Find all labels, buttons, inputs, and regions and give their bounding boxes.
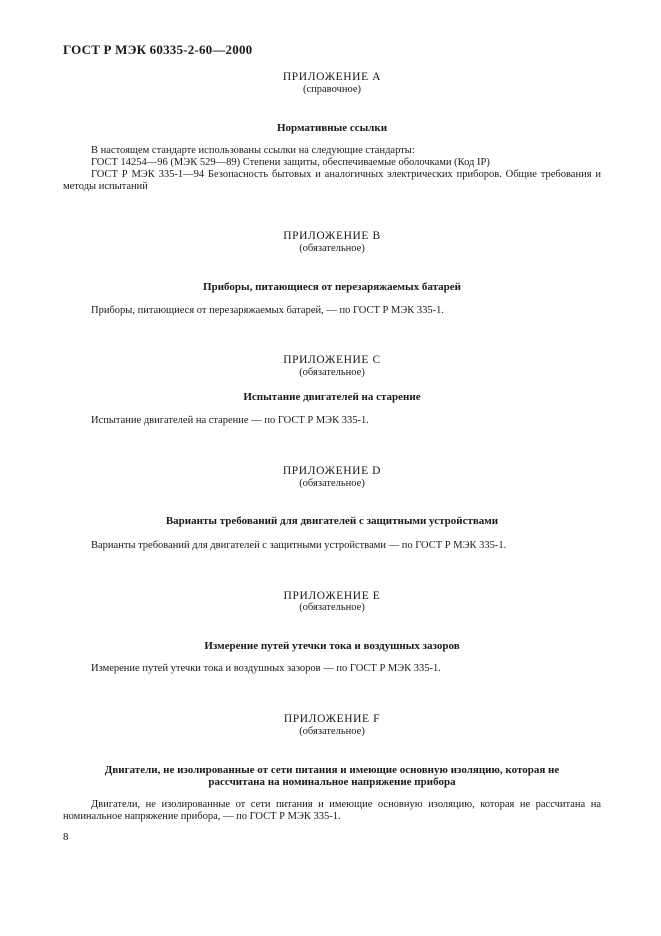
standard-code-header: ГОСТ Р МЭК 60335-2-60—2000 [63, 42, 253, 57]
appendix-b-status: (обязательное) [299, 243, 365, 254]
appendix-e-status: (обязательное) [299, 602, 365, 613]
appendix-a-title: ПРИЛОЖЕНИЕ А [282, 71, 382, 83]
appendix-b-heading: Приборы, питающиеся от перезаряжаемых батарей [203, 281, 461, 293]
appendix-a-paragraph-3: ГОСТ Р МЭК 335-1—94 Безопасность бытовых и аналогичных электрических приборов. Общие требования и методы испытаний [63, 169, 601, 193]
appendix-a-paragraph-1: В настоящем стандарте использованы ссылки на следующие стандарты: [91, 145, 415, 156]
appendix-d-title: ПРИЛОЖЕНИЕ D [282, 465, 382, 477]
appendix-f-title: ПРИЛОЖЕНИЕ F [283, 713, 381, 725]
appendix-d-paragraph: Варианты требований для двигателей с защитными устройствами — по ГОСТ Р МЭК 335-1. [91, 540, 507, 551]
appendix-c-paragraph: Испытание двигателей на старение — по ГОСТ Р МЭК 335-1. [91, 415, 369, 426]
appendix-a-paragraph-2: ГОСТ 14254—96 (МЭК 529—89) Степени защиты, обеспечиваемые оболочками (Код IP) [91, 157, 490, 168]
page-number: 8 [63, 831, 69, 843]
appendix-e-paragraph: Измерение путей утечки тока и воздушных зазоров — по ГОСТ Р МЭК 335-1. [91, 663, 441, 674]
appendix-c-heading: Испытание двигателей на старение [243, 391, 421, 403]
appendix-b-title: ПРИЛОЖЕНИЕ В [283, 230, 381, 242]
appendix-e-title: ПРИЛОЖЕНИЕ Е [283, 590, 381, 602]
appendix-a-heading: Нормативные ссылки [276, 122, 388, 134]
appendix-d-heading: Варианты требований для двигателей с защитными устройствами [165, 515, 499, 527]
appendix-f-heading: Двигатели, не изолированные от сети питания и имеющие основную изоляцию, которая не рассчитана на номинальное напряжение прибора [104, 764, 560, 788]
appendix-e-heading: Измерение путей утечки тока и воздушных зазоров [204, 640, 460, 652]
appendix-d-status: (обязательное) [299, 478, 365, 489]
appendix-c-status: (обязательное) [299, 367, 365, 378]
appendix-b-paragraph: Приборы, питающиеся от перезаряжаемых батарей, — по ГОСТ Р МЭК 335-1. [91, 305, 445, 316]
appendix-f-status: (обязательное) [299, 726, 365, 737]
appendix-c-title: ПРИЛОЖЕНИЕ С [283, 354, 381, 366]
appendix-f-paragraph: Двигатели, не изолированные от сети питания и имеющие основную изоляцию, которая не рассчитана на номинальное напряжение прибора, — по ГОСТ Р МЭК 335-1. [63, 799, 601, 823]
appendix-a-status: (справочное) [303, 84, 361, 95]
